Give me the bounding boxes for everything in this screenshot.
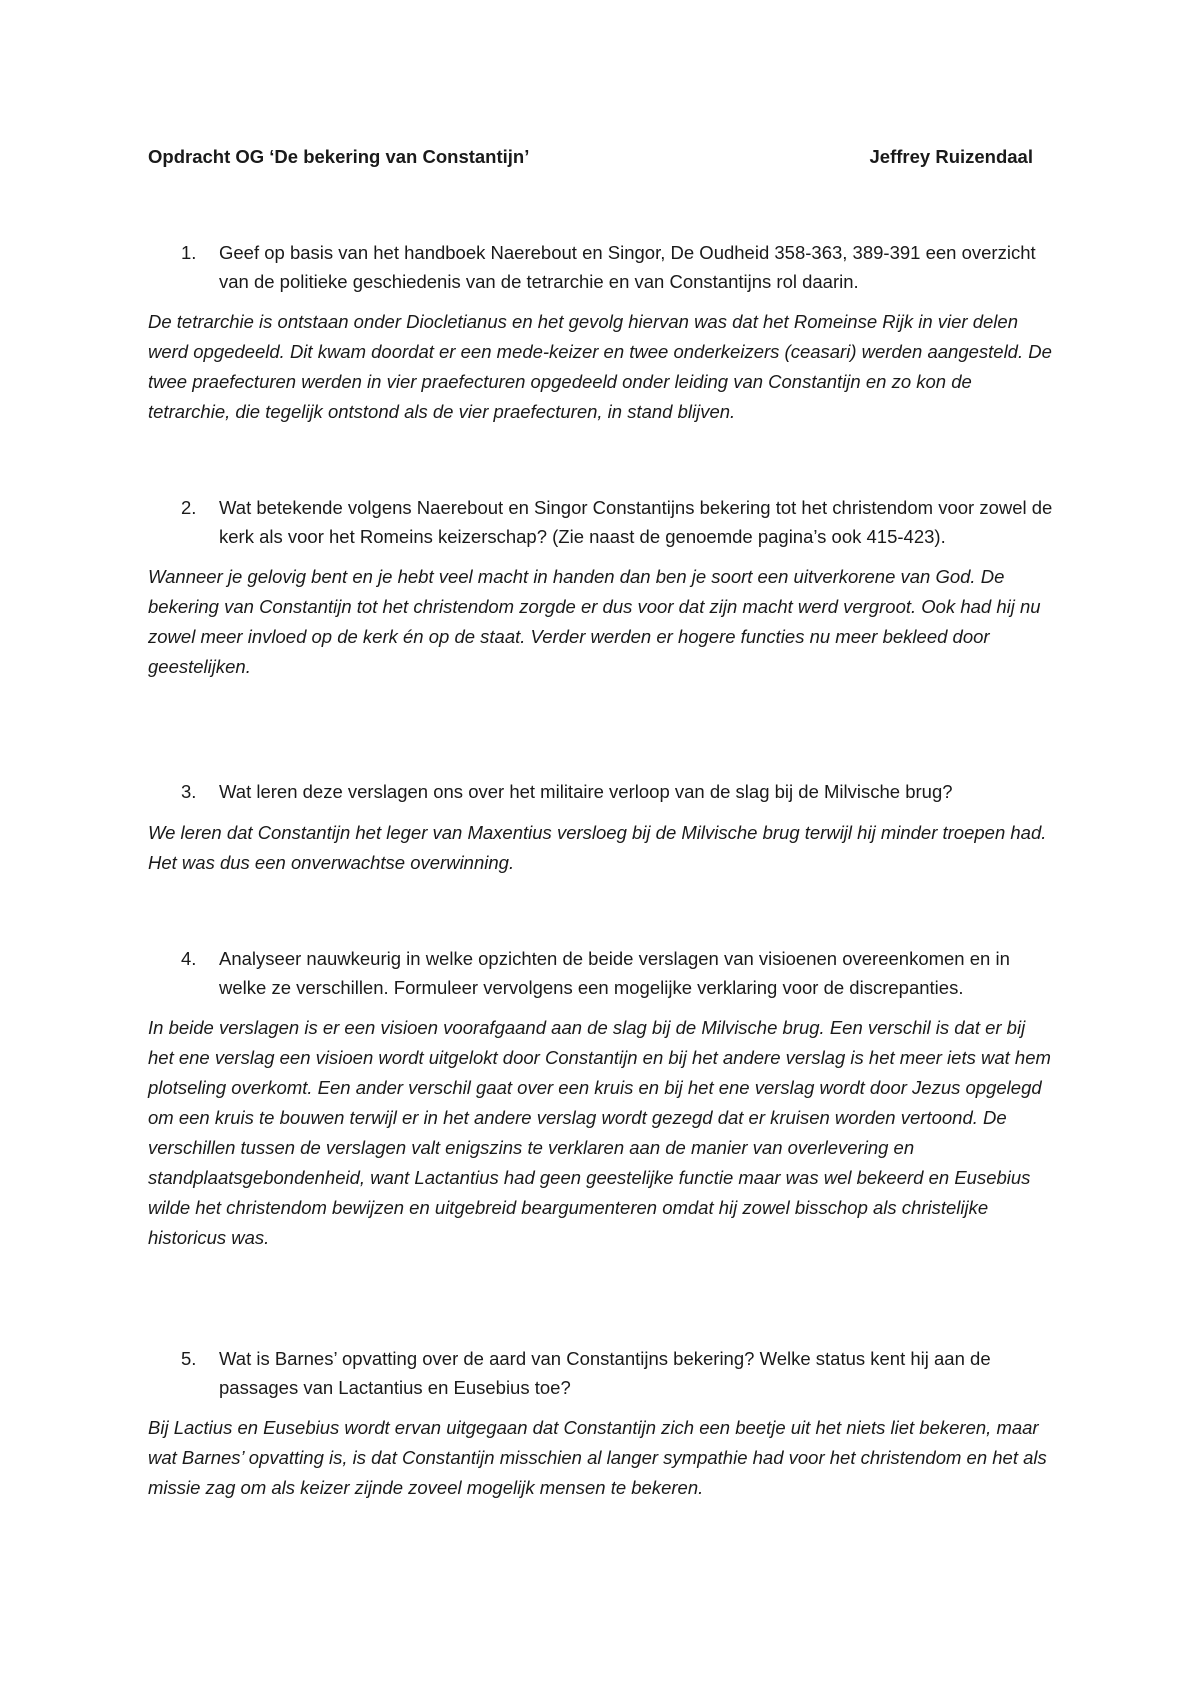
question-block-1 (148, 239, 1053, 427)
question-4 (148, 945, 1053, 1002)
question-number: 4. (181, 948, 197, 969)
question-number: 5. (181, 1348, 197, 1369)
answer-2: Wanneer je gelovig bent en je hebt veel macht in handen dan ben je soort een uitverkorene van God. De bekering van Constantijn tot het christendom zorgde er dus voor dat zijn macht werd vergroot. Ook had hij nu zowel meer invloed op de kerk én op de staat. Verder werden er hogere functies nu meer bekleed door geestelijken. (148, 566, 1041, 677)
question-2 (148, 494, 1053, 551)
question-text: Analyseer nauwkeurig in welke opzichten de beide verslagen van visioenen overeenkomen en in welke ze verschillen. Formuleer vervolgens een mogelijke verklaring voor de discrepanties. (219, 948, 1010, 998)
question-number: 1. (181, 242, 197, 263)
question-1 (148, 239, 1053, 296)
question-text: Wat leren deze verslagen ons over het militaire verloop van de slag bij de Milvische brug? (219, 781, 953, 802)
answer-1: De tetrarchie is ontstaan onder Diocletianus en het gevolg hiervan was dat het Romeinse Rijk in vier delen werd opgedeeld. Dit kwam doordat er een mede-keizer en twee onderkeizers (ceasari) werden aangesteld. De twee praefecturen werden in vier praefecturen opgedeeld onder leiding van Constantijn en zo kon de tetrarchie, die tegelijk ontstond als de vier praefecturen, in stand blijven. (148, 311, 1052, 422)
question-number: 3. (181, 781, 197, 802)
question-text: Wat is Barnes’ opvatting over de aard van Constantijns bekering? Welke status kent hij aan de passages van Lactantius en Eusebius toe? (219, 1348, 991, 1398)
author-name: Jeffrey Ruizendaal (869, 146, 1033, 167)
answer-4: In beide verslagen is er een visioen voorafgaand aan de slag bij de Milvische brug. Een verschil is dat er bij het ene verslag een visioen wordt uitgelokt door Constantijn en bij het andere verslag is het meer iets wat hem plotseling overkomt. Een ander verschil gaat over een kruis en bij het ene verslag wordt door Jezus opgelegd om een kruis te bouwen terwijl er in het andere verslag wordt gezegd dat er kruisen worden vertoond. De verschillen tussen de verslagen valt enigszins te verklaren aan de manier van overlevering en standplaatsgebondenheid, want Lactantius had geen geestelijke functie maar was wel bekeerd en Eusebius wilde het christendom bewijzen en uitgebreid beargumenteren omdat hij zowel bisschop als christelijke historicus was. (148, 1017, 1051, 1248)
document-title: Opdracht OG ‘De bekering van Constantijn’ (148, 146, 530, 167)
question-number: 2. (181, 497, 197, 518)
question-block-4 (148, 945, 1053, 1253)
question-block-3 (148, 778, 1053, 878)
question-text: Wat betekende volgens Naerebout en Singor Constantijns bekering tot het christendom voor zowel de kerk als voor het Romeins keizerschap? (Zie naast de genoemde pagina’s ook 415-423). (219, 497, 1053, 547)
question-5 (148, 1345, 1053, 1402)
answer-5: Bij Lactius en Eusebius wordt ervan uitgegaan dat Constantijn zich een beetje uit het niets liet bekeren, maar wat Barnes’ opvatting is, is dat Constantijn misschien al langer sympathie had voor het christendom en het als missie zag om als keizer zijnde zoveel mogelijk mensen te bekeren. (148, 1417, 1047, 1498)
question-block-5 (148, 1345, 1053, 1503)
question-block-2 (148, 494, 1053, 682)
answer-3: We leren dat Constantijn het leger van Maxentius versloeg bij de Milvische brug terwijl hij minder troepen had. Het was dus een onverwachtse overwinning. (148, 821, 1047, 873)
question-3 (148, 778, 1053, 807)
question-text: Geef op basis van het handboek Naerebout en Singor, De Oudheid 358-363, 389-391 een overzicht van de politieke geschiedenis van de tetrarchie en van Constantijns rol daarin. (219, 242, 1036, 292)
